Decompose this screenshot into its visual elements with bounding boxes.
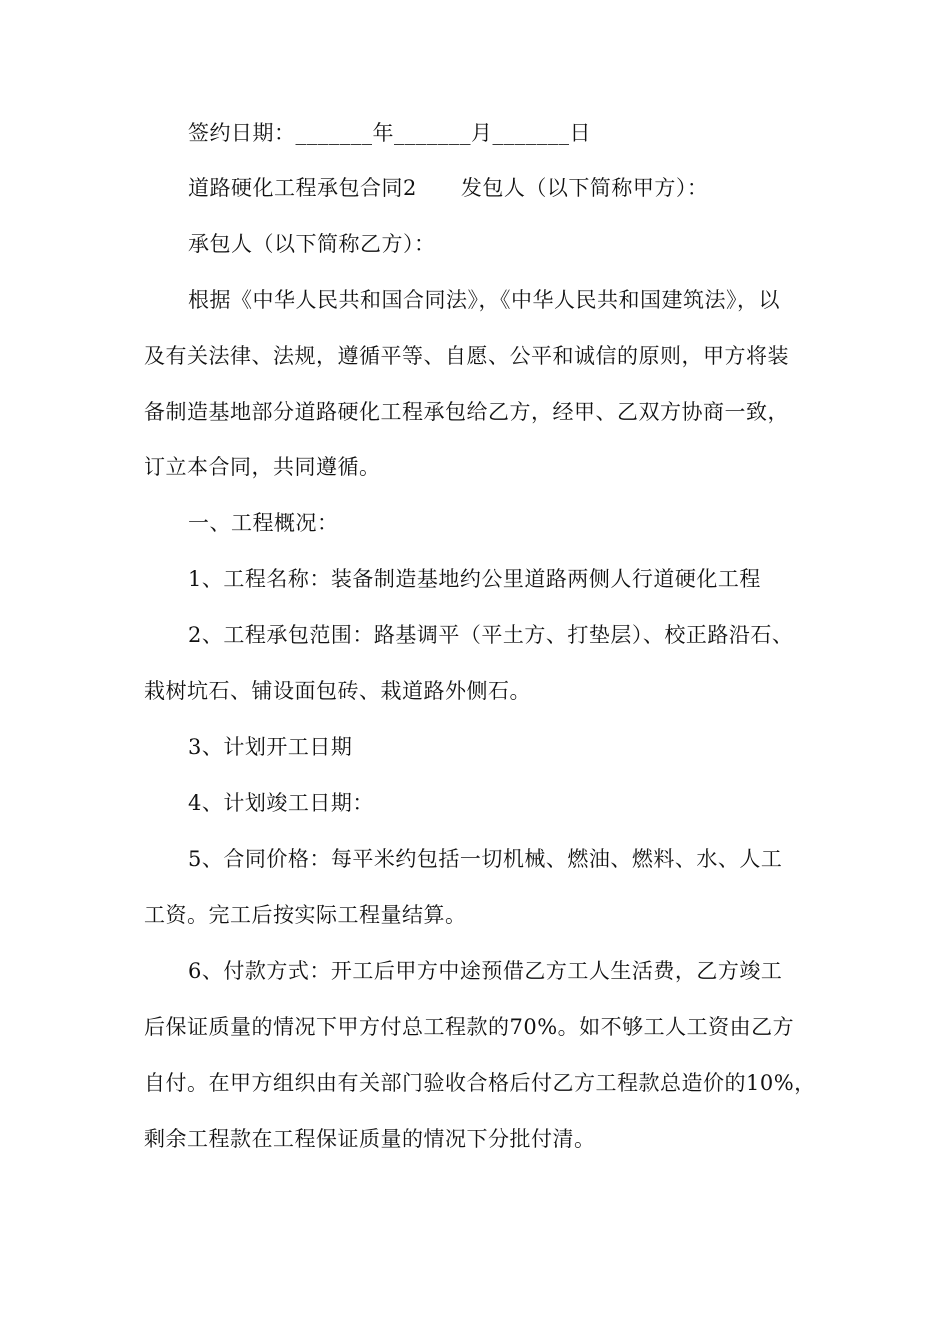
intro-line-4: 订立本合同，共同遵循。 [144, 455, 381, 479]
item-2-line-1: 2、工程承包范围：路基调平（平土方、打垫层）、校正路沿石、 [188, 623, 794, 647]
intro-line-2: 及有关法律、法规，遵循平等、自愿、公平和诚信的原则，甲方将装 [144, 344, 789, 368]
party-a-label: 发包人（以下简称甲方）： [460, 176, 709, 200]
contract-title: 道路硬化工程承包合同2 [188, 176, 417, 200]
intro-line-1: 根据《中华人民共和国合同法》，《中华人民共和国建筑法》，以 [188, 288, 780, 312]
party-b-label: 承包人（以下简称乙方）： [188, 232, 436, 256]
item-5-line-1: 5、合同价格：每平米约包括一切机械、燃油、燃料、水、人工 [188, 847, 783, 871]
item-5-line-2: 工资。完工后按实际工程量结算。 [144, 903, 467, 927]
item-4: 4、计划竣工日期： [188, 791, 374, 815]
sign-date-line: 签约日期：_______年_______月_______日 [188, 121, 591, 145]
item-3: 3、计划开工日期 [188, 735, 353, 759]
contract-title-line [144, 173, 868, 203]
intro-line-3: 备制造基地部分道路硬化工程承包给乙方，经甲、乙双方协商一致， [144, 400, 789, 424]
section1-heading: 一、工程概况： [188, 511, 339, 535]
item-6-line-3: 自付。在甲方组织由有关部门验收合格后付乙方工程款总造价的10%， [144, 1071, 816, 1095]
item-6-line-1: 6、付款方式：开工后甲方中途预借乙方工人生活费，乙方竣工 [188, 959, 783, 983]
item-6-line-2: 后保证质量的情况下甲方付总工程款的70%。如不够工人工资由乙方 [144, 1015, 795, 1039]
item-2-line-2: 栽树坑石、铺设面包砖、栽道路外侧石。 [144, 679, 531, 703]
item-1: 1、工程名称：装备制造基地约公里道路两侧人行道硬化工程 [188, 567, 761, 591]
item-6-line-4: 剩余工程款在工程保证质量的情况下分批付清。 [144, 1127, 596, 1151]
